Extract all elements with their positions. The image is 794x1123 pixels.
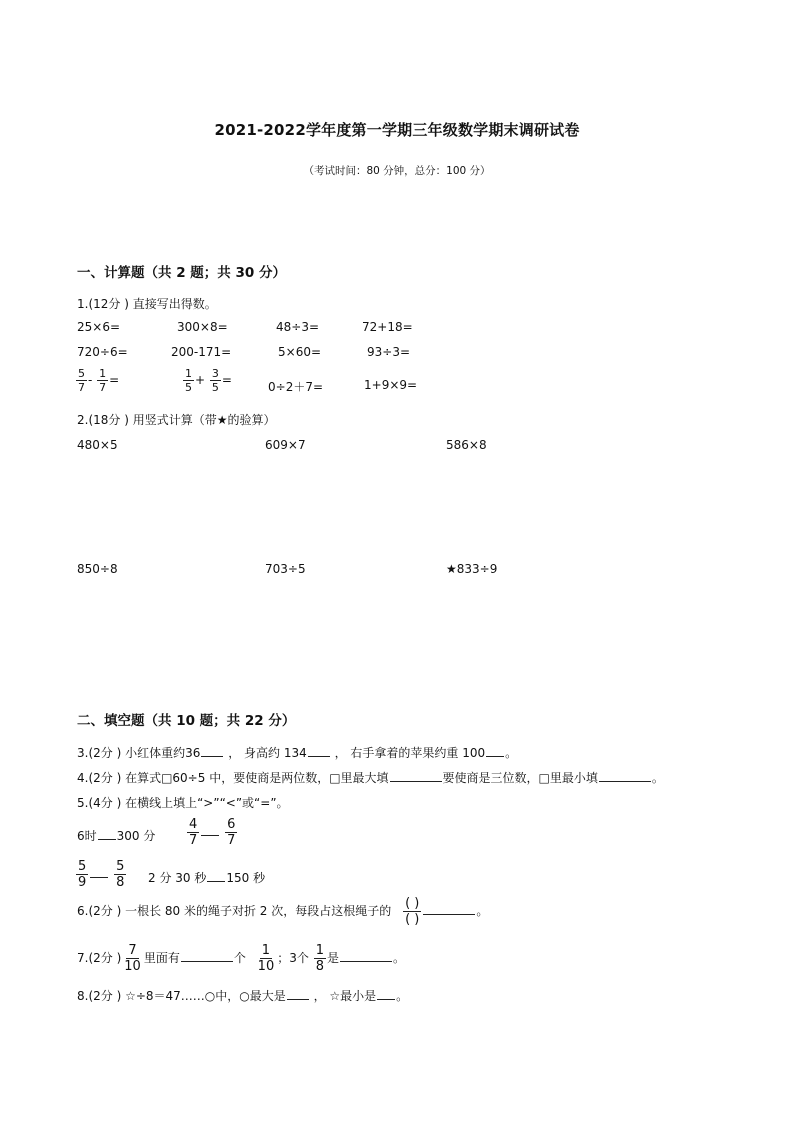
fraction: $\frac{1}{8}$ [315,943,324,974]
calc-item: 48÷3= [276,320,320,334]
answer-blank[interactable] [340,960,392,962]
compare-item: 2 分 30 秒 150 秒 [148,871,266,885]
question-6: 6.(2分 ) 一根长 80 米的绳子对折 2 次，每段占这根绳子的 $\frac{( )}{( )}$ 。 [77,896,489,927]
answer-blank[interactable] [390,780,442,782]
answer-blank[interactable] [201,834,219,836]
fraction: $\frac{1}{7}$ [99,367,107,394]
fraction-blank[interactable]: $\frac{( )}{( )}$ [405,896,420,927]
compare-item-fractions [75,860,127,889]
answer-blank[interactable] [423,913,475,915]
answer-blank[interactable] [486,755,504,757]
page-title: 2021-2022学年度第一学期三年级数学期末调研试卷 [214,121,580,139]
exam-info: （考试时间：80 分钟，总分：100 分） [303,165,491,177]
fraction: $\frac{3}{5}$ [211,367,219,394]
vertical-calc-item: ★833÷9 [446,562,498,576]
question-1-label: 1.(12分 ) 直接写出得数。 [77,297,217,311]
vertical-calc-item: 850÷8 [77,562,118,576]
calc-item-fraction-add: $\frac{1}{5}$ + $\frac{3}{5}$ = [185,367,232,394]
calc-item: 300×8= [177,320,228,334]
answer-blank[interactable] [308,755,330,757]
fraction: $\frac{6}{7}$ [227,817,236,848]
answer-blank[interactable] [599,780,651,782]
calc-item: 25×6= [77,320,121,334]
question-4: 4.(2分 ) 在算式□60÷5 中，要使商是两位数，□里最大填 要使商是三位数，□里最小填 。 [77,771,664,785]
calc-item: 0÷2＋7= [268,380,324,394]
section-heading-calc: 一、计算题（共 2 题；共 30 分） [77,265,286,281]
calc-item: 1+9×9= [364,378,418,392]
answer-blank[interactable] [98,838,116,840]
question-8: 8.(2分 ) ☆÷8＝47……○中，○最大是 ， ☆最小是 。 [77,989,409,1003]
answer-blank[interactable] [207,880,225,882]
calc-item: 720÷6= [77,345,128,359]
fraction: $\frac{5}{9}$ [78,859,87,890]
calc-item-fraction-subtract: $\frac{5}{7}$ - $\frac{1}{7}$ = [78,367,120,394]
vertical-calc-item: 586×8 [446,438,487,452]
question-3: 3.(2分 ) 小红体重约36 ， 身高约 134 ， 右手拿着的苹果约重 100 。 [77,746,518,760]
fraction: $\frac{7}{10}$ [124,943,141,974]
calc-item: 5×60= [278,345,322,359]
vertical-calc-item: 480×5 [77,438,118,452]
vertical-calc-item: 703÷5 [265,562,306,576]
vertical-calc-item: 609×7 [265,438,306,452]
calc-item: 93÷3= [367,345,411,359]
calc-item: 200-171= [171,345,232,359]
question-7: 7.(2分 ) $\frac{7}{10}$ 里面有 个 $\frac{1}{10}$ ；3个 $\frac{1}{8}$ 是 。 [77,943,405,974]
fraction: $\frac{5}{7}$ [78,367,85,394]
question-2-label: 2.(18分 ) 用竖式计算（带★的验算） [77,413,276,427]
compare-item-fractions [186,818,238,847]
compare-item: 6时 300 分 [77,829,156,843]
fraction: $\frac{4}{7}$ [189,817,198,848]
calc-item: 72+18= [362,320,413,334]
answer-blank[interactable] [201,755,223,757]
fraction: $\frac{1}{5}$ [185,367,192,394]
answer-blank[interactable] [181,960,233,962]
answer-blank[interactable] [377,998,395,1000]
answer-blank[interactable] [287,998,309,1000]
answer-blank[interactable] [90,876,108,878]
section-heading-fill: 二、填空题（共 10 题；共 22 分） [77,713,296,729]
fraction: $\frac{5}{8}$ [116,859,125,890]
question-5-label: 5.(4分 ) 在横线上填上“>”“<”或“=”。 [77,796,289,810]
fraction: $\frac{1}{10}$ [257,943,275,974]
